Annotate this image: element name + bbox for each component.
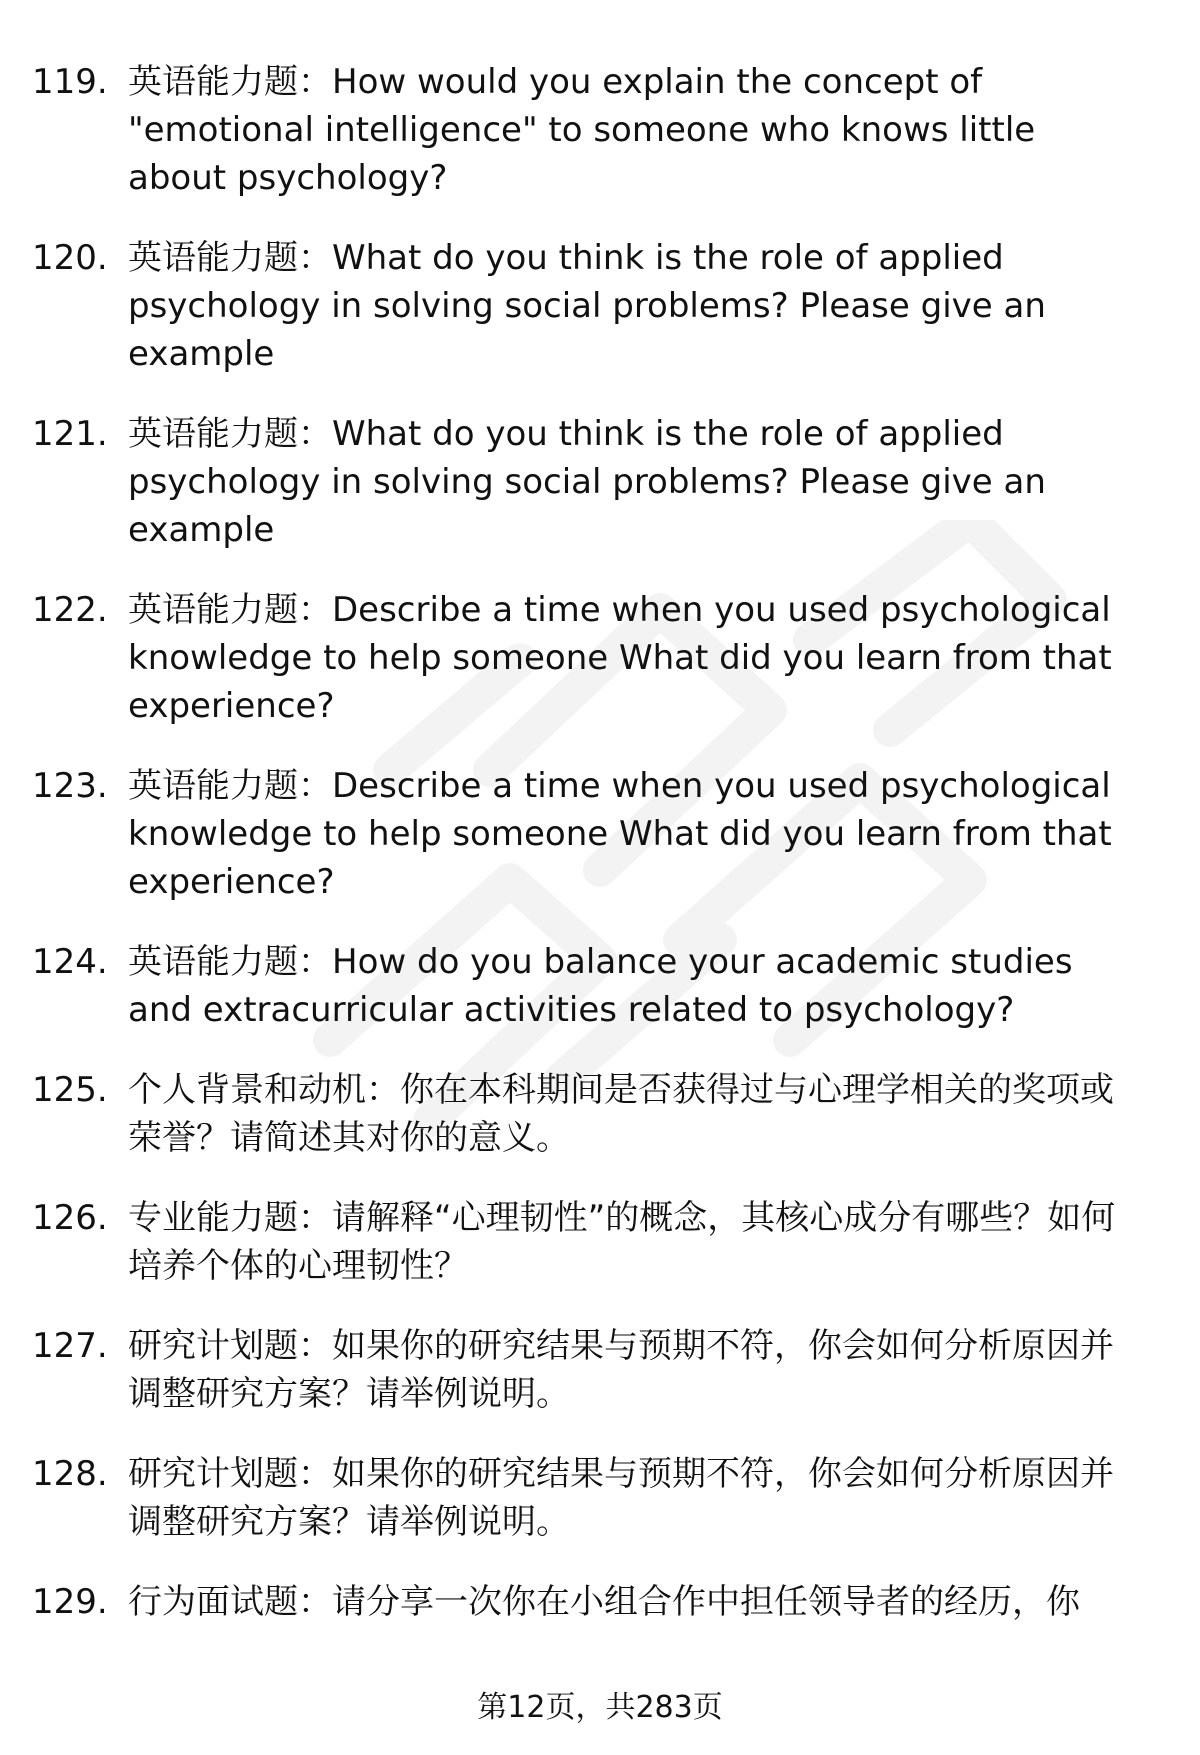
question-text: 英语能力题：How would you explain the concept of "emotional intelligence" to someone who knows little about psychology? xyxy=(128,62,1036,198)
question-item xyxy=(32,58,1162,202)
question-text: 英语能力题：What do you think is the role of applied psychology in solving social problems? Please give an example xyxy=(128,414,1046,550)
question-list xyxy=(32,58,1162,1658)
question-item xyxy=(32,762,1162,906)
question-number: 122. xyxy=(32,590,108,630)
question-number: 121. xyxy=(32,414,108,454)
question-text: 行为面试题：请分享一次你在小组合作中担任领导者的经历，你 xyxy=(128,1582,1080,1622)
question-number: 125. xyxy=(32,1070,108,1110)
question-number: 119. xyxy=(32,62,108,102)
question-text: 英语能力题：Describe a time when you used psychological knowledge to help someone What did you learn from that experience? xyxy=(128,766,1112,902)
question-text: 英语能力题：How do you balance your academic studies and extracurricular activities related to psychology? xyxy=(128,942,1073,1030)
question-item xyxy=(32,1194,1162,1290)
question-item xyxy=(32,1578,1162,1626)
page-footer: 第12页，共283页 xyxy=(477,1690,723,1725)
question-text: 研究计划题：如果你的研究结果与预期不符，你会如何分析原因并调整研究方案？请举例说明。 xyxy=(128,1454,1114,1542)
question-item xyxy=(32,938,1162,1034)
question-text: 研究计划题：如果你的研究结果与预期不符，你会如何分析原因并调整研究方案？请举例说明。 xyxy=(128,1326,1114,1414)
question-item xyxy=(32,586,1162,730)
question-number: 124. xyxy=(32,942,108,982)
question-item xyxy=(32,234,1162,378)
question-text: 专业能力题：请解释“心理韧性”的概念，其核心成分有哪些？如何培养个体的心理韧性？ xyxy=(128,1198,1116,1286)
question-text: 个人背景和动机：你在本科期间是否获得过与心理学相关的奖项或荣誉？请简述其对你的意义。 xyxy=(128,1070,1114,1158)
question-number: 128. xyxy=(32,1454,108,1494)
question-text: 英语能力题：Describe a time when you used psychological knowledge to help someone What did you learn from that experience? xyxy=(128,590,1112,726)
question-number: 127. xyxy=(32,1326,108,1366)
question-item xyxy=(32,1066,1162,1162)
question-item xyxy=(32,1450,1162,1546)
question-number: 123. xyxy=(32,766,108,806)
question-number: 129. xyxy=(32,1582,108,1622)
question-text: 英语能力题：What do you think is the role of applied psychology in solving social problems? Please give an example xyxy=(128,238,1046,374)
question-item xyxy=(32,410,1162,554)
question-item xyxy=(32,1322,1162,1418)
question-number: 126. xyxy=(32,1198,108,1238)
question-number: 120. xyxy=(32,238,108,278)
